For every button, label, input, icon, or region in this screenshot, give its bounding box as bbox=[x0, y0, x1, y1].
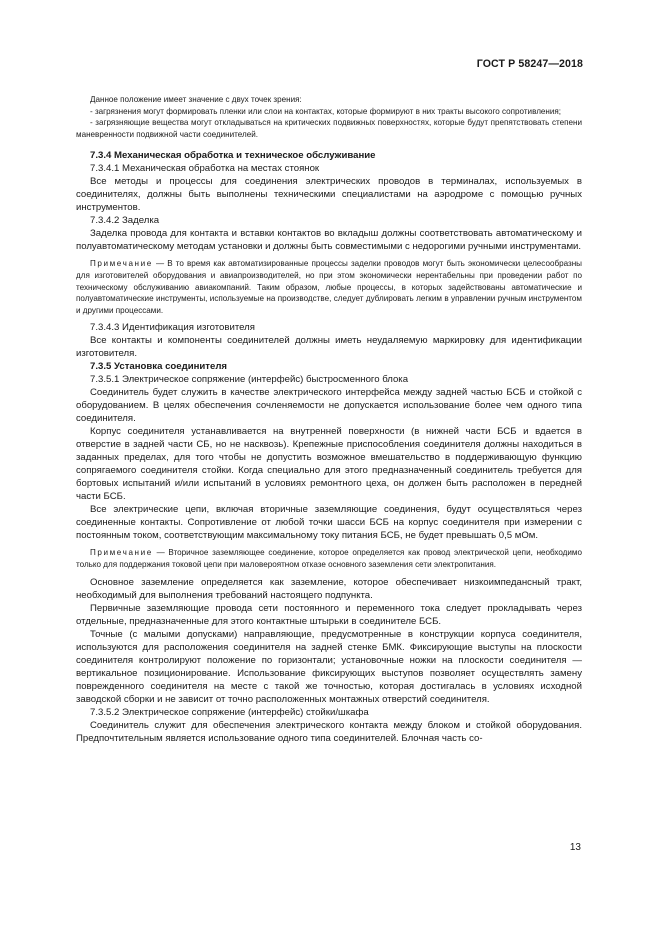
subsection-heading: 7.3.4.3 Идентификация изготовителя bbox=[90, 322, 255, 334]
body-paragraph: Точные (с малыми допусками) направляющие, предусмотренные в конструкции корпуса соединителя, используются для расположения соединителя на задней стенке БМК. Фиксирующие выступы на плоскости соединителя контролируют положение по горизонтали; установочные ножки на плоскости соединителя — вертикальное позиционирование. Использование фиксирующих выступов позволяет осуществлять замену поврежденного соединителя на месте с такой же точностью, которая достигалась в условиях исходной заводской сборки и не зависит от точно расположенных монтажных отверстий соединителя. bbox=[76, 628, 582, 705]
body-paragraph: Все электрические цепи, включая вторичные заземляющие соединения, будут осуществляться через соединенные контакты. Сопротивление от любой точки шасси БСБ на корпус соединителя при измерении с постоянным током, соответствующим максимальному току питания БСБ, не будет превышать 0,5 мОм. bbox=[76, 504, 582, 542]
note-text: — В то время как автоматизированные процессы заделки проводов могут быть экономически целесообразны для изготовителей оборудования и авиапроизводителей, но при этом экономически нерентабельны при проведении работ по техническому обслуживанию авиакомпаний. Таким образом, любые процессы, в которых задействованы автоматические и полуавтоматические инструменты, используемые на производстве, следует дублировать легким в управлении ручным инструментом и другими процессами. bbox=[76, 259, 582, 315]
note-text: — Вторичное заземляющее соединение, которое определяется как провод электрической цепи, необходимо только для поддержания токовой цепи при маловероятном отказе основного заземления сети электропитания. bbox=[76, 548, 582, 569]
subsection-heading: 7.3.4.1 Механическая обработка на местах стоянок bbox=[90, 163, 320, 175]
subsection-heading: 7.3.5.2 Электрическое сопряжение (интерфейс) стойки/шкафа bbox=[90, 706, 369, 718]
body-paragraph: Все методы и процессы для соединения электрических проводов в терминалах, используемых в соединителях, должны быть выполнены техническими специалистами на аэродроме с помощью ручных инструментов. bbox=[76, 176, 582, 214]
note bbox=[76, 547, 582, 570]
page-content bbox=[76, 94, 582, 745]
note-label: Примечание bbox=[90, 548, 153, 558]
body-paragraph: Основное заземление определяется как заземление, которое обеспечивает низкоимпедансный тракт, необходимый для выполнения требований настоящего подпункта. bbox=[76, 576, 582, 601]
body-paragraph: Соединитель служит для обеспечения электрического контакта между блоком и стойкой оборудования. Предпочтительным является использование одного типа соединителей. Блочная часть со- bbox=[76, 719, 582, 744]
subsection-heading: 7.3.5.1 Электрическое сопряжение (интерфейс) быстросменного блока bbox=[90, 374, 409, 386]
intro-list-item: - загрязнения могут формировать пленки или слои на контактах, которые формируют в них тракты высокого сопротивления; bbox=[90, 106, 562, 116]
section-heading: 7.3.5 Установка соединителя bbox=[90, 361, 228, 373]
body-paragraph: Первичные заземляющие провода сети постоянного и переменного тока следует прокладывать через отдельные, предназначенные для этого контактные штырьки в соединителе БСБ. bbox=[76, 602, 582, 627]
section-heading: 7.3.4 Механическая обработка и техническое обслуживание bbox=[90, 150, 376, 162]
document-header: ГОСТ Р 58247—2018 bbox=[476, 58, 583, 70]
body-paragraph: Корпус соединителя устанавливается на внутренней поверхности (в нижней части БСБ и вдается в отверстие в задней части СБ, но не насквозь). Крепежные приспособления соединителя должны находиться в заданных пределах, для того чтобы не допустить возможное вмешательство в поддерживающую функцию сопрягаемого соединителя стойки. Когда специально для этого предназначенный соединитель требуется для бортовых испытаний и/или испытаний в условиях ремонтного цеха, он должен быть расположен в передней части БСБ. bbox=[76, 426, 582, 503]
note-label: Примечание bbox=[90, 259, 153, 269]
intro-list-item: - загрязняющие вещества могут откладываться на критических подвижных поверхностях, которые будут препятствовать степени маневренности подвижной части соединителей. bbox=[76, 118, 582, 139]
intro-paragraph: Данное положение имеет значение с двух точек зрения: bbox=[90, 95, 302, 104]
subsection-heading: 7.3.4.2 Заделка bbox=[90, 215, 160, 227]
note bbox=[76, 258, 582, 316]
body-paragraph: Все контакты и компоненты соединителей должны иметь неудаляемую маркировку для идентификации изготовителя. bbox=[76, 335, 582, 360]
body-paragraph: Соединитель будет служить в качестве электрического интерфейса между задней частью БСБ и стойкой с оборудованием. В целях обеспечения сочленяемости не допускается использование более чем одного типа соединителя. bbox=[76, 387, 582, 425]
body-paragraph: Заделка провода для контакта и вставки контактов во вкладыш должны соответствовать автоматическому и полуавтоматическому методам установки и должны быть совместимыми с недорогими ручными инструментами. bbox=[76, 228, 582, 253]
page-number: 13 bbox=[569, 842, 581, 853]
